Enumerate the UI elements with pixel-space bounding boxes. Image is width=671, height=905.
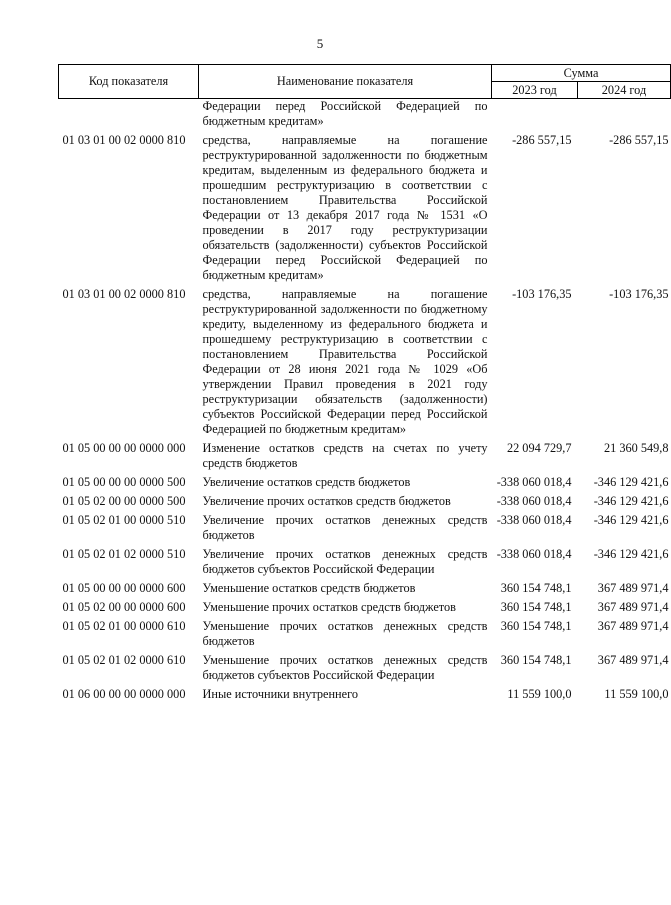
table-row [59,474,671,493]
row-value-2023: 360 154 748,1 [500,581,572,595]
row-name: Увеличение прочих остатков денежных средств бюджетов субъектов Российской Федерации [202,547,488,576]
row-name: средства, направляемые на погашение реструктурированной задолженности по бюджетному кредиту, выделенному из федерального бюджета и прошедшему реструктуризацию в соответствии с постановлением Правительства Российской Федерации от 28 июня 2021 года № 1029 «Об утверждении Правил проведения в 2021 году реструктуризации обязательств (задолженности) субъектов Российской Федерации перед Российской Федерацией по бюджетным кредитам» [202,287,488,436]
row-name: Увеличение прочих остатков денежных средств бюджетов [202,513,488,542]
row-value-2023: 22 094 729,7 [506,441,572,455]
table-row [59,618,671,652]
row-value-2024: -103 176,35 [609,287,669,301]
row-name: Уменьшение прочих остатков денежных средств бюджетов субъектов Российской Федерации [202,653,488,682]
row-name: Увеличение прочих остатков средств бюджетов [202,494,451,508]
row-name: Уменьшение прочих остатков средств бюджетов [202,600,456,614]
table-row [59,599,671,618]
continuation-text: Федерации перед Российской Федерацией по бюджетным кредитам» [202,99,488,128]
row-name: средства, направляемые на погашение реструктурированной задолженности по бюджетным кредитам, выделенным из федерального бюджета и прошедшим реструктуризацию в соответствии с постановлением Правительства Российской Федерации от 13 декабря 2017 года № 1531 «О проведении в 2017 году реструктуризации обязательств (задолженности) субъектов Российской Федерации перед Российской Федерацией по бюджетным кредитам» [202,133,488,282]
row-value-2024: 21 360 549,8 [603,441,669,455]
row-value-2024: -346 129 421,6 [593,513,669,527]
row-code: 01 03 01 00 02 0000 810 [62,133,186,147]
row-code: 01 05 02 01 00 0000 510 [62,513,186,527]
row-value-2023: 360 154 748,1 [500,600,572,614]
row-value-2024: 367 489 971,4 [597,581,669,595]
row-code: 01 05 02 01 00 0000 610 [62,619,186,633]
row-name: Иные источники внутреннего [202,687,358,701]
row-code: 01 06 00 00 00 0000 000 [62,687,186,701]
row-value-2024: 11 559 100,0 [604,687,669,701]
row-value-2023: -338 060 018,4 [496,494,572,508]
row-value-2024: -346 129 421,6 [593,494,669,508]
row-value-2023: -338 060 018,4 [496,475,572,489]
table-row [59,286,671,440]
table-row [59,652,671,686]
row-value-2024: 367 489 971,4 [597,600,669,614]
row-value-2023: -338 060 018,4 [496,547,572,561]
row-value-2023: -103 176,35 [512,287,572,301]
row-value-2024: 367 489 971,4 [597,619,669,633]
row-code: 01 05 02 00 00 0000 600 [62,600,186,614]
row-value-2024: -346 129 421,6 [593,475,669,489]
table-row [59,546,671,580]
header-name: Наименование показателя [199,65,492,99]
continuation-row [59,99,671,133]
row-value-2024: -286 557,15 [609,133,669,147]
row-code: 01 03 01 00 02 0000 810 [62,287,186,301]
row-value-2023: 11 559 100,0 [507,687,572,701]
row-value-2024: -346 129 421,6 [593,547,669,561]
table-row [59,686,671,705]
row-value-2023: -338 060 018,4 [496,513,572,527]
row-code: 01 05 02 00 00 0000 500 [62,494,186,508]
row-value-2023: -286 557,15 [512,133,572,147]
row-name: Уменьшение остатков средств бюджетов [202,581,416,595]
row-code: 01 05 02 01 02 0000 610 [62,653,186,667]
row-value-2024: 367 489 971,4 [597,653,669,667]
row-name: Увеличение остатков средств бюджетов [202,475,411,489]
page-number: 5 [316,36,324,51]
header-sum: Сумма [492,65,671,82]
row-code: 01 05 02 01 02 0000 510 [62,547,186,561]
header-year-2023: 2023 год [492,82,578,99]
table-row [59,512,671,546]
row-value-2023: 360 154 748,1 [500,653,572,667]
table-header [59,65,671,99]
row-code: 01 05 00 00 00 0000 000 [62,441,186,455]
table-row [59,440,671,474]
header-year-2024: 2024 год [578,82,671,99]
row-code: 01 05 00 00 00 0000 600 [62,581,186,595]
table-row [59,580,671,599]
row-value-2023: 360 154 748,1 [500,619,572,633]
row-name: Изменение остатков средств на счетах по учету средств бюджетов [202,441,488,470]
table-row [59,493,671,512]
budget-sources-table [58,64,671,705]
row-name: Уменьшение прочих остатков денежных средств бюджетов [202,619,488,648]
header-code: Код показателя [59,65,199,99]
row-code: 01 05 00 00 00 0000 500 [62,475,186,489]
table-row [59,132,671,286]
